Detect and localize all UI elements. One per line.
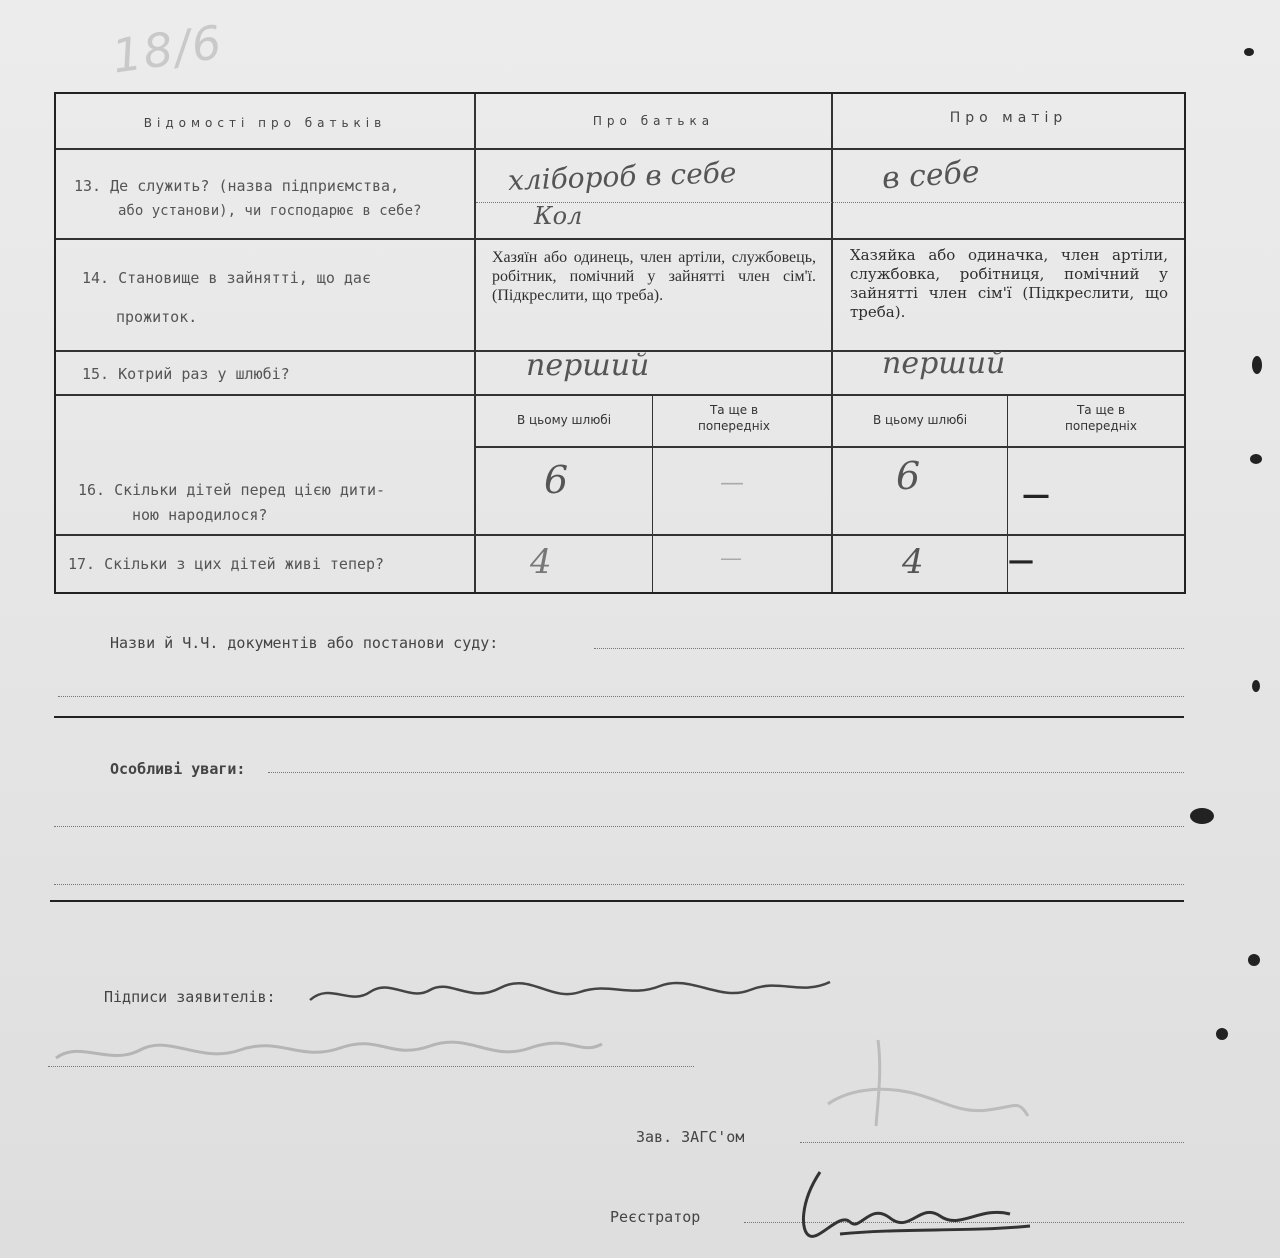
binding-hole — [1252, 356, 1262, 374]
parents-info-table — [54, 92, 1186, 594]
q16-father-this: 6 — [544, 458, 569, 502]
column-divider — [652, 394, 653, 592]
second-applicant-signature — [50, 1026, 610, 1076]
column-divider — [831, 94, 833, 592]
q15-label: 15. Котрий раз у шлюбі? — [82, 365, 290, 383]
q17-label: 17. Скільки з цих дітей живі тепер? — [68, 555, 385, 573]
binding-hole — [1216, 1028, 1228, 1040]
header-father: Про батька — [592, 114, 715, 128]
q17-father-previous: — — [720, 546, 742, 571]
row-divider — [56, 148, 1184, 150]
q15-mother-answer: перший — [882, 346, 1006, 381]
q13-label: 13. Де служить? (назва підприємства, або установи), чи господарює в себе? — [74, 177, 422, 219]
binding-hole — [1244, 48, 1254, 56]
binding-hole — [1190, 808, 1214, 824]
binding-hole — [1252, 680, 1260, 692]
section-divider — [50, 900, 1184, 902]
registrar-signature — [780, 1152, 1040, 1252]
subheader-mother-this-marriage: В цьому шлюбі — [872, 413, 968, 427]
section-divider — [54, 716, 1184, 718]
q17-mother-previous: — — [1008, 546, 1034, 576]
q16-label: 16. Скільки дітей перед цією дити- ною народилося? — [78, 481, 386, 524]
documents-line — [594, 648, 1184, 649]
row-divider — [56, 238, 1184, 240]
q13-father-answer: хлібороб в себе — [507, 156, 737, 197]
q13-mother-answer: в себе — [880, 154, 981, 197]
q16-father-previous: — — [720, 468, 744, 496]
subheader-father-this-marriage: В цьому шлюбі — [516, 413, 612, 427]
zags-head-signature — [808, 1030, 1048, 1150]
remarks-line — [54, 826, 1184, 827]
header-mother: Про матір — [949, 110, 1068, 126]
binding-hole — [1250, 454, 1262, 464]
q17-mother-this: 4 — [902, 542, 924, 582]
remarks-line — [54, 884, 1184, 885]
remarks-label: Особливі уваги: — [110, 760, 246, 778]
applicants-signature-label: Підписи заявителів: — [104, 988, 276, 1006]
q16-mother-previous: — — [1022, 478, 1050, 511]
row-divider — [56, 534, 1184, 536]
q15-father-answer: перший — [526, 348, 650, 383]
q17-father-this: 4 — [530, 542, 552, 582]
registrar-label: Реєстратор — [610, 1208, 701, 1226]
documents-line — [58, 696, 1184, 697]
row-divider — [474, 446, 1184, 448]
archive-page-number: 18/6 — [108, 14, 227, 84]
binding-hole — [1248, 954, 1260, 966]
applicants-signature — [300, 962, 840, 1022]
row-divider — [56, 394, 1184, 396]
subheader-mother-previous: Та ще в попередніх — [1065, 403, 1137, 433]
q13-father-answer-2: Кол — [534, 202, 583, 230]
q16-mother-this: 6 — [896, 454, 921, 498]
remarks-line — [268, 772, 1184, 773]
q14-father-options: Хазяїн або одинець, член артіли, службовець, робітник, помічний у зайнятті член сім'ї. (Підкреслити, що треба). — [492, 249, 816, 304]
q14-label: 14. Становище в зайнятті, що дає прожиток. — [82, 269, 371, 326]
column-divider — [474, 94, 476, 592]
documents-label: Назви й Ч.Ч. документів або постанови суду: — [110, 634, 499, 652]
subheader-father-previous: Та ще в попередніх — [698, 403, 770, 433]
q14-mother-options: Хазяйка або одиначка, член артіли, службовка, робітниця, помічний у зайнятті член сім'ї (Підкреслити, що треба). — [850, 246, 1168, 321]
zags-head-label: Зав. ЗАГС'ом — [636, 1128, 745, 1146]
header-parents-info: Відомості про батьків — [143, 116, 387, 130]
